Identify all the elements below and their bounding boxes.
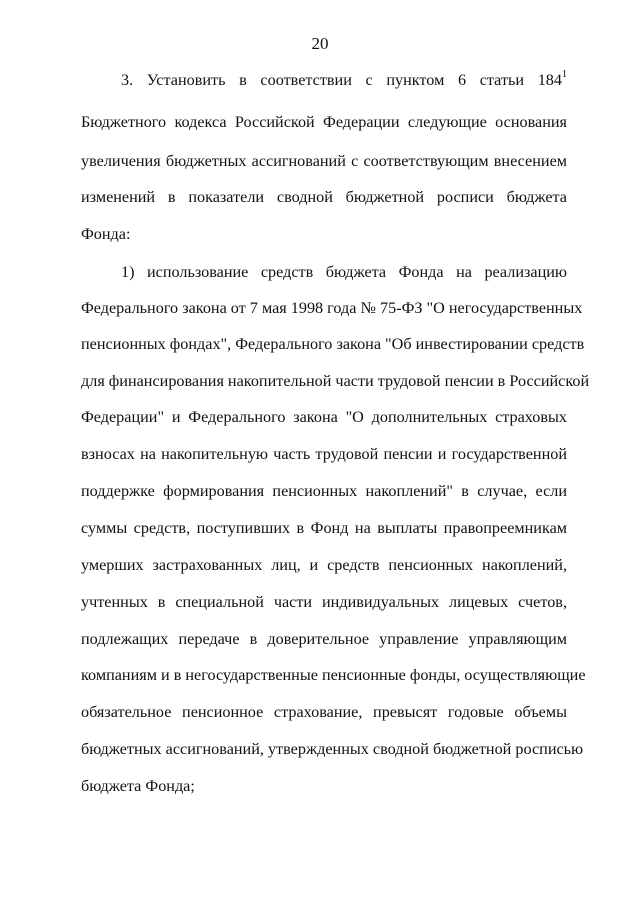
subitem1-line-2: Федерального закона от 7 мая 1998 года № 75-ФЗ "О негосударственных: [81, 299, 583, 317]
subitem1-line-11: подлежащих передаче в доверительное управление управляющим: [81, 630, 567, 648]
item3-line-2: Бюджетного кодекса Российской Федерации следующие основания: [81, 113, 567, 131]
subitem1-line-12: компаниям и в негосударственные пенсионные фонды, осуществляющие: [81, 666, 586, 684]
item3-line-4: изменений в показатели сводной бюджетной росписи бюджета: [81, 188, 567, 206]
subitem1-line-13: обязательное пенсионное страхование, превысят годовые объемы: [81, 703, 567, 721]
item3-line-3: увеличения бюджетных ассигнований с соответствующим внесением: [81, 152, 567, 170]
item3-line-5: Фонда:: [81, 225, 131, 243]
item3-line-1: [121, 70, 567, 90]
subitem1-line-8: суммы средств, поступивших в Фонд на выплаты правопреемникам: [81, 519, 567, 537]
subitem1-line-9: умерших застрахованных лиц, и средств пенсионных накоплений,: [81, 556, 567, 574]
subitem1-line-5: Федерации" и Федерального закона "О дополнительных страховых: [81, 408, 567, 426]
subitem1-line-4: для финансирования накопительной части трудовой пенсии в Российской: [81, 372, 590, 390]
item3-line-1-text: 3. Установить в соответствии с пунктом 6 статьи 184: [121, 71, 562, 89]
superscript-1: 1: [562, 69, 567, 80]
page-number: 20: [311, 34, 329, 53]
subitem1-line-1: 1) использование средств бюджета Фонда на реализацию: [121, 263, 567, 281]
subitem1-line-6: взносах на накопительную часть трудовой пенсии и государственной: [81, 445, 567, 463]
subitem1-line-7: поддержке формирования пенсионных накоплений" в случае, если: [81, 482, 567, 500]
subitem1-line-15: бюджета Фонда;: [81, 777, 195, 795]
subitem1-line-14: бюджетных ассигнований, утвержденных сводной бюджетной росписью: [81, 740, 584, 758]
subitem1-line-10: учтенных в специальной части индивидуальных лицевых счетов,: [81, 593, 567, 611]
subitem1-line-3: пенсионных фондах", Федерального закона "Об инвестировании средств: [81, 335, 585, 353]
